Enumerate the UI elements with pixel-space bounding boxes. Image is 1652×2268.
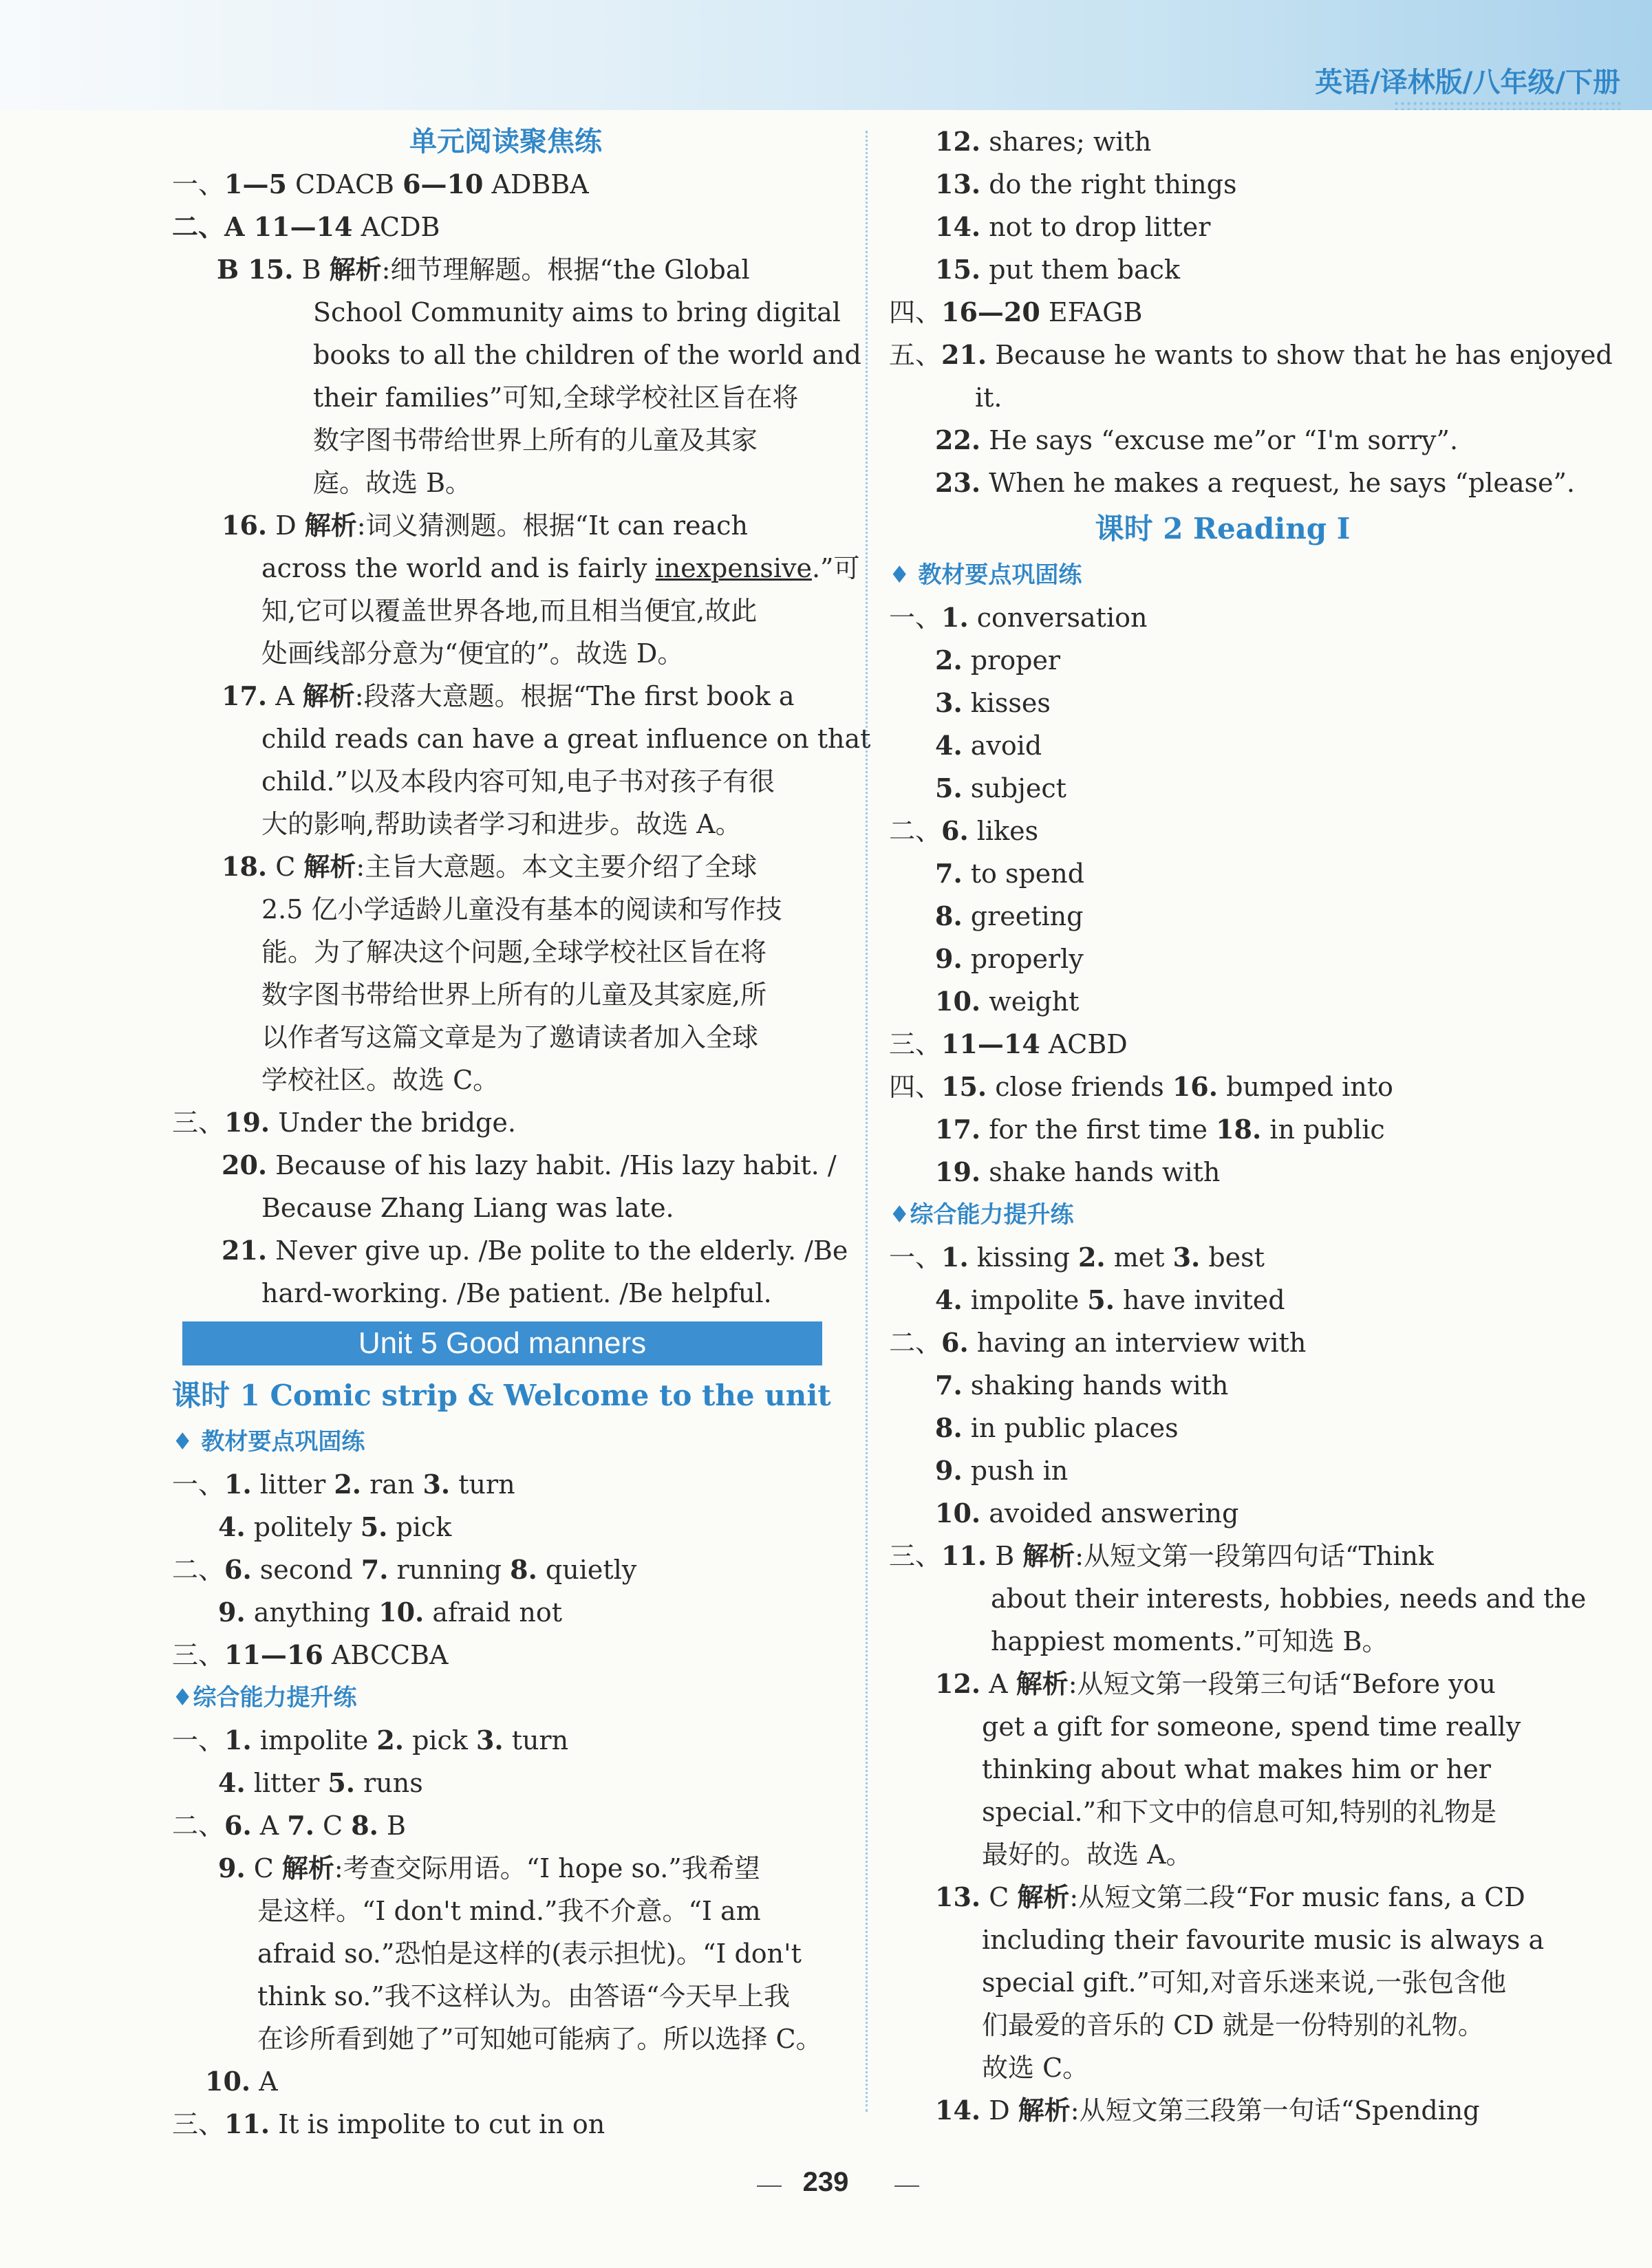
answer-line: 数字图书带给世界上所有的儿童及其家 <box>313 425 758 455</box>
answer-line: 14. D 解析:从短文第三段第一句话“Spending <box>935 2095 1480 2126</box>
answer-line: B 15. B 解析:细节理解题。根据“the Global <box>217 254 750 285</box>
answer-line: 三、19. Under the bridge. <box>172 1107 516 1138</box>
answer-line: Because Zhang Liang was late. <box>261 1193 674 1223</box>
answer-line: 二、6. second 7. running 8. quietly <box>172 1554 637 1585</box>
answer-line: 19. shake hands with <box>935 1156 1221 1187</box>
answer-line: 16. D 解析:词义猜测题。根据“It can reach <box>222 510 748 541</box>
answer-line: 学校社区。故选 C。 <box>261 1065 500 1095</box>
answer-line: 二、6. A 7. C 8. B <box>172 1810 406 1841</box>
answer-line: School Community aims to bring digital <box>313 297 841 327</box>
answer-line: 20. Because of his lazy habit. /His lazy habit. / <box>222 1149 837 1180</box>
answer-line: 处画线部分意为“便宜的”。故选 D。 <box>261 638 684 669</box>
answer-line: 庭。故选 B。 <box>313 468 472 498</box>
page-number-dash <box>894 2185 919 2187</box>
answer-line: 3. kisses <box>935 687 1051 718</box>
answer-line: 8. greeting <box>935 900 1084 931</box>
answer-line: 是这样。“I don't mind.”我不介意。“I am <box>257 1896 761 1926</box>
answer-line: 二、6. having an interview with <box>889 1327 1307 1358</box>
page-number: 239 <box>802 2167 849 2197</box>
answer-line: 22. He says “excuse me”or “I'm sorry”. <box>935 424 1459 455</box>
answer-line: 14. not to drop litter <box>935 211 1211 242</box>
answer-line: 9. push in <box>935 1455 1069 1486</box>
answer-line: 数字图书带给世界上所有的儿童及其家庭,所 <box>261 980 767 1010</box>
right-column <box>889 120 1613 2132</box>
answer-line: hard-working. /Be patient. /Be helpful. <box>261 1278 772 1308</box>
answer-line: happiest moments.”可知选 B。 <box>991 1626 1388 1656</box>
answer-line: 8. in public places <box>935 1412 1179 1443</box>
answer-line: it. <box>975 382 1002 413</box>
answer-line: 大的影响,帮助读者学习和进步。故选 A。 <box>261 809 742 839</box>
answer-line: 一、1. impolite 2. pick 3. turn <box>172 1725 569 1756</box>
section-title: 单元阅读聚焦练 <box>409 125 602 158</box>
answer-line: 故选 C。 <box>982 2053 1089 2083</box>
answer-line: 能。为了解决这个问题,全球学校社区旨在将 <box>261 937 767 967</box>
answer-line: 一、1. kissing 2. met 3. best <box>889 1242 1265 1273</box>
answer-line: about their interests, hobbies, needs and the <box>991 1584 1587 1614</box>
answer-line: 10. A <box>205 2066 278 2097</box>
answer-line: books to all the children of the world and <box>313 340 861 370</box>
answer-line: 10. avoided answering <box>935 1498 1239 1529</box>
answer-line: 二、6. likes <box>889 815 1039 846</box>
header-dots <box>1393 100 1620 110</box>
section-hint: ♦综合能力提升练 <box>889 1201 1074 1229</box>
answer-line: 13. do the right things <box>935 169 1237 199</box>
unit-title-bar: Unit 5 Good manners <box>182 1321 822 1365</box>
answer-line: 在诊所看到她了”可知她可能病了。所以选择 C。 <box>257 2024 822 2054</box>
answer-line: special gift.”可知,对音乐迷来说,一张包含他 <box>982 1967 1507 1998</box>
answer-line: 三、11. It is impolite to cut in on <box>172 2108 605 2139</box>
answer-line: special.”和下文中的信息可知,特别的礼物是 <box>982 1797 1497 1827</box>
answer-line: 7. shaking hands with <box>935 1370 1229 1401</box>
answer-line: 2.5 亿小学适龄儿童没有基本的阅读和写作技 <box>261 894 782 925</box>
answer-line: 4. avoid <box>935 730 1042 761</box>
answer-line: 们最爱的音乐的 CD 就是一份特别的礼物。 <box>982 2010 1484 2040</box>
lesson-title: 课时 1 Comic strip & Welcome to the unit <box>172 1379 831 1412</box>
answer-line: 2. proper <box>935 645 1061 676</box>
answer-line: 三、11—16 ABCCBA <box>172 1639 449 1670</box>
answer-line: 三、11. B 解析:从短文第一段第四句话“Think <box>889 1540 1434 1571</box>
answer-line: child.”以及本段内容可知,电子书对孩子有很 <box>261 766 775 797</box>
answer-line: 以作者写这篇文章是为了邀请读者加入全球 <box>261 1022 759 1052</box>
section-hint: ♦综合能力提升练 <box>172 1684 357 1711</box>
answer-line: 23. When he makes a request, he says “please”. <box>935 467 1575 498</box>
answer-line: 一、1. conversation <box>889 602 1148 633</box>
answer-line: 17. A 解析:段落大意题。根据“The first book a <box>222 680 795 711</box>
answer-line: 9. C 解析:考查交际用语。“I hope so.”我希望 <box>218 1853 760 1883</box>
answer-line: 10. weight <box>935 986 1080 1017</box>
answer-line: afraid so.”恐怕是这样的(表示担忧)。“I don't <box>257 1938 802 1969</box>
answer-line: their families”可知,全球学校社区旨在将 <box>313 382 799 413</box>
answer-line: including their favourite music is always a <box>982 1925 1545 1955</box>
answer-line: 4. litter 5. runs <box>218 1767 423 1798</box>
answer-line: thinking about what makes him or her <box>982 1754 1491 1784</box>
answer-line: 五、21. Because he wants to show that he has enjoyed <box>889 339 1613 370</box>
answer-line: child reads can have a great influence on that <box>261 724 871 754</box>
answer-line: across the world and is fairly inexpensive.”可 <box>261 553 860 583</box>
answer-line: 最好的。故选 A。 <box>982 1839 1192 1870</box>
answer-line: 17. for the first time 18. in public <box>935 1114 1385 1145</box>
section-hint: ♦ 教材要点巩固练 <box>172 1428 365 1456</box>
answer-line: 4. impolite 5. have invited <box>935 1284 1285 1315</box>
answer-line: 12. shares; with <box>935 126 1152 157</box>
answer-line: think so.”我不这样认为。由答语“今天早上我 <box>257 1981 791 2011</box>
answer-line: 13. C 解析:从短文第二段“For music fans, a CD <box>935 1881 1525 1912</box>
book-title: 英语/译林版/八年级/下册 <box>1315 67 1620 98</box>
section-hint: ♦ 教材要点巩固练 <box>889 561 1082 589</box>
answer-line: 9. properly <box>935 943 1084 974</box>
answer-line: 二、A 11—14 ACDB <box>172 211 440 242</box>
answer-line: 知,它可以覆盖世界各地,而且相当便宜,故此 <box>261 596 758 626</box>
column-divider <box>866 131 868 2112</box>
answer-line: 12. A 解析:从短文第一段第三句话“Before you <box>935 1668 1496 1699</box>
answer-line: 一、1—5 CDACB 6—10 ADBBA <box>172 169 589 199</box>
answer-line: 15. put them back <box>935 254 1180 285</box>
answer-line: get a gift for someone, spend time really <box>982 1711 1521 1742</box>
answer-line: 四、16—20 EFAGB <box>889 296 1143 327</box>
left-column <box>172 120 871 2146</box>
answer-line: 18. C 解析:主旨大意题。本文主要介绍了全球 <box>222 851 758 882</box>
answer-line: 四、15. close friends 16. bumped into <box>889 1071 1393 1102</box>
answer-line: 7. to spend <box>935 858 1085 889</box>
answer-line: 9. anything 10. afraid not <box>218 1597 563 1628</box>
answer-line: 21. Never give up. /Be polite to the elderly. /Be <box>222 1235 848 1266</box>
lesson-title: 课时 2 Reading Ⅰ <box>1095 512 1351 546</box>
answer-line: 5. subject <box>935 773 1066 803</box>
answer-line: 一、1. litter 2. ran 3. turn <box>172 1469 515 1500</box>
answer-line: 三、11—14 ACBD <box>889 1028 1128 1059</box>
answer-line: 4. politely 5. pick <box>218 1511 452 1542</box>
